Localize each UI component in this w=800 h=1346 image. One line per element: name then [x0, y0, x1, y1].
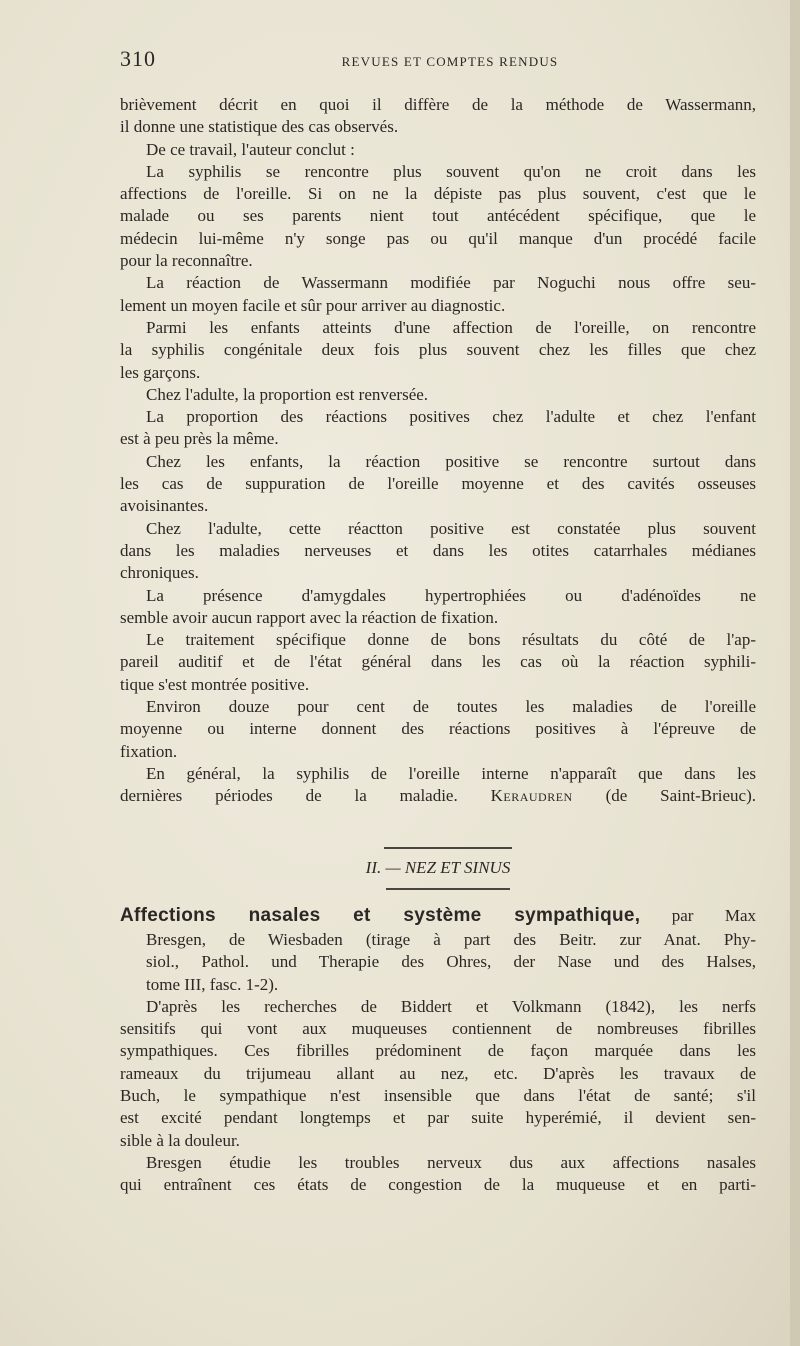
- text-line: Chez l'adulte, la proportion est renversée.: [146, 384, 429, 404]
- article-heading-line: [120, 903, 756, 929]
- text-line: est à peu près la même.: [120, 429, 279, 449]
- article: [120, 903, 756, 1197]
- text-line: Chez l'adulte, cette réactton positive est constatée plus souvent: [146, 518, 756, 538]
- author-place: (de Saint-Brieuc).: [605, 786, 756, 806]
- text-line: La syphilis se rencontre plus souvent qu'on ne croit dans les: [146, 161, 756, 181]
- citation-line: siol., Pathol. und Therapie des Ohres, der Nase und des Halses,: [146, 952, 756, 972]
- page-edge: [790, 0, 800, 1346]
- text-line: tique s'est montrée positive.: [120, 674, 310, 694]
- text-line: La présence d'amygdales hypertrophiées ou d'adénoïdes ne: [146, 585, 756, 605]
- text-line: En général, la syphilis de l'oreille interne n'apparaît que dans les: [146, 763, 756, 783]
- text-line: rameaux du trijumeau allant au nez, etc. D'après les travaux de: [120, 1063, 756, 1083]
- text-line: médecin lui-même n'y songe pas ou qu'il manque d'un procédé facile: [120, 228, 756, 248]
- text-line: chroniques.: [120, 563, 199, 583]
- author-name: Keraudren: [490, 786, 573, 806]
- text-line: Chez les enfants, la réaction positive se rencontre surtout dans: [146, 451, 756, 471]
- text-line: Bresgen étudie les troubles nerveux dus aux affections nasales: [146, 1152, 756, 1172]
- article-byline: par Max: [671, 906, 756, 925]
- text-line: fixation.: [120, 741, 178, 761]
- text-line-fragment: dernières périodes de la maladie.: [120, 786, 458, 806]
- citation-line: tome III, fasc. 1-2).: [146, 974, 279, 994]
- section-rule-bottom: [386, 888, 510, 890]
- text-line: sympathiques. Ces fibrilles prédominent de façon marquée dans les: [120, 1041, 756, 1061]
- page-number: 310: [120, 46, 156, 71]
- text-line: Buch, le sympathique n'est insensible que dans l'état de santé; s'il: [120, 1086, 756, 1106]
- text-line: est excité pendant longtemps et par suite hyperémié, il devient sen-: [120, 1108, 756, 1128]
- text-line: avoisinantes.: [120, 496, 209, 516]
- section-title: II. — NEZ ET SINUS: [365, 858, 511, 877]
- page-header: [120, 46, 760, 76]
- text-line: sensitifs qui vont aux muqueuses contiennent de nombreuses fibrilles: [120, 1019, 756, 1039]
- text-line: qui entraînent ces états de congestion de la muqueuse et en parti-: [120, 1175, 756, 1195]
- signature-line: [120, 785, 756, 807]
- article-title: Affections nasales et système sympathique,: [120, 905, 641, 926]
- text-line: semble avoir aucun rapport avec la réaction de fixation.: [120, 607, 499, 627]
- text-line: dans les maladies nerveuses et dans les otites catarrhales médianes: [120, 540, 756, 560]
- text-line: les garçons.: [120, 362, 201, 382]
- running-head: REVUES ET COMPTES RENDUS: [341, 54, 559, 69]
- text-line: les cas de suppuration de l'oreille moyenne et des cavités osseuses: [120, 474, 756, 494]
- text-line: pareil auditif et de l'état général dans les cas où la réaction syphili-: [120, 652, 756, 672]
- text-line: malade ou ses parents nient tout antécédent spécifique, que le: [120, 206, 756, 226]
- author-signature: [491, 786, 756, 805]
- text-line: affections de l'oreille. Si on ne la dépiste pas plus souvent, c'est que le: [120, 184, 756, 204]
- text-line: lement un moyen facile et sûr pour arriver au diagnostic.: [120, 295, 506, 315]
- text-line: pour la reconnaître.: [120, 251, 253, 271]
- citation-line: Bresgen, de Wiesbaden (tirage à part des Beitr. zur Anat. Phy-: [146, 930, 756, 949]
- text-line: Parmi les enfants atteints d'une affection de l'oreille, on rencontre: [146, 317, 756, 337]
- text-line: il donne une statistique des cas observés.: [120, 117, 399, 137]
- text-line: De ce travail, l'auteur conclut :: [146, 139, 355, 159]
- text-line: Le traitement spécifique donne de bons résultats du côté de l'ap-: [146, 630, 756, 650]
- text-line: la syphilis congénitale deux fois plus souvent chez les filles que chez: [120, 340, 756, 360]
- review-body: [120, 94, 756, 808]
- text-line: Environ douze pour cent de toutes les maladies de l'oreille: [146, 697, 756, 717]
- text-line: brièvement décrit en quoi il diffère de la méthode de Wassermann,: [120, 95, 756, 114]
- text-line: sible à la douleur.: [120, 1130, 240, 1150]
- text-line: La proportion des réactions positives chez l'adulte et chez l'enfant: [146, 407, 756, 427]
- text-line: moyenne ou interne donnent des réactions positives à l'épreuve de: [120, 719, 756, 739]
- section-rule-top: [384, 847, 512, 849]
- text-line: D'après les recherches de Biddert et Volkmann (1842), les nerfs: [146, 996, 756, 1016]
- text-line: La réaction de Wassermann modifiée par Noguchi nous offre seu-: [146, 273, 756, 293]
